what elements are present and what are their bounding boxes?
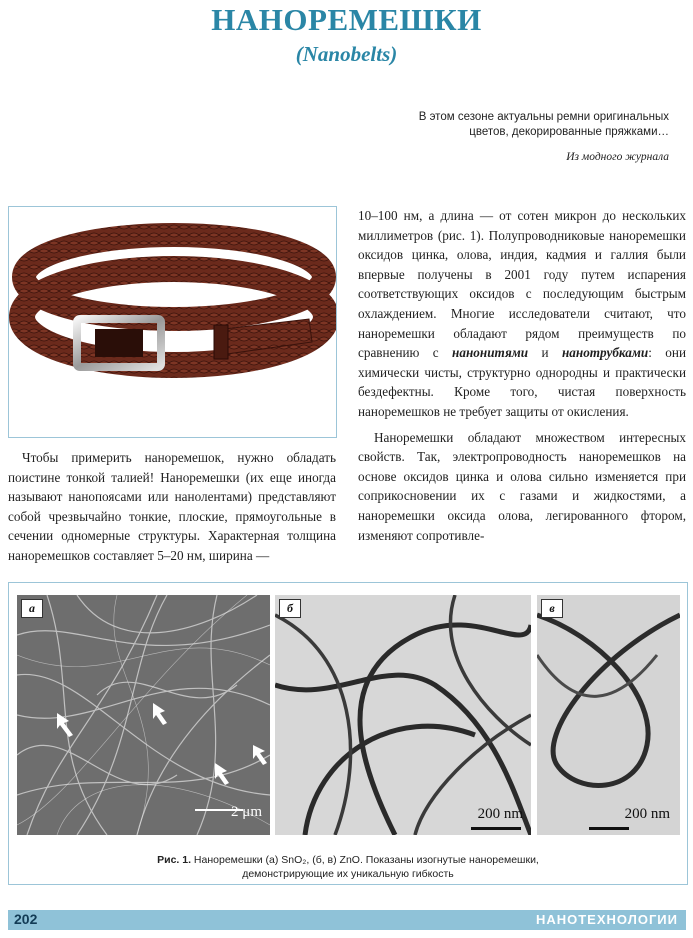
page-subtitle: (Nanobelts) bbox=[295, 42, 398, 66]
tem-image-b bbox=[275, 595, 531, 835]
paragraph bbox=[358, 206, 686, 422]
epigraph bbox=[369, 110, 669, 140]
caption-line-2: демонстрирующие их уникальную гибкость bbox=[242, 868, 454, 880]
figure-caption bbox=[9, 853, 687, 881]
conjunction: и bbox=[541, 345, 549, 361]
micrograph-a bbox=[17, 595, 270, 835]
term-nanowires: нанонитями bbox=[452, 345, 529, 361]
panel-label-b: б bbox=[279, 599, 301, 618]
micrograph-c bbox=[537, 595, 680, 835]
epigraph-source: Из модного журнала bbox=[566, 151, 669, 163]
panel-label-c: в bbox=[541, 599, 563, 618]
paragraph: Чтобы примерить наноремешок, нужно обладать поистине тонкой талией! Наноремешки (их еще иногда называют нанопоясами или нанолентами) представляют собой чрезвычайно тонкие, плоские, прямоугольные в сечении одномерные структуры. Характерная толщина наноремешков составляет 5–20 нм, ширина — bbox=[8, 450, 336, 563]
term-nanotubes: нанотрубками bbox=[561, 345, 649, 361]
epigraph-line-2: цветов, декорированные пряжками… bbox=[469, 126, 669, 138]
scale-bar-a: 2 μm bbox=[231, 804, 262, 820]
figure-1 bbox=[8, 582, 688, 885]
journal-title: НАНОТЕХНОЛОГИИ bbox=[535, 912, 678, 927]
tem-image-c bbox=[537, 595, 680, 835]
page-footer bbox=[8, 910, 686, 930]
paragraph-text: 10–100 нм, а длина — от сотен микрон до нескольких миллиметров (рис. 1). Полупроводниковые наноремешки оксидов цинка, олова, индия, кадмия и галлия были впервые получены в 2001 году путем испарения соответствующих оксидов с последующим быстрым охлаждением. Многие исследователи считают, что наноремешки обладают рядом преимуществ по сравнению с bbox=[358, 208, 686, 361]
page-number: 202 bbox=[14, 911, 38, 927]
sem-image-a bbox=[17, 595, 270, 835]
micrograph-b bbox=[275, 595, 531, 835]
caption-label: Рис. 1. bbox=[157, 854, 192, 866]
page-title: НАНОРЕМЕШКИ bbox=[211, 2, 482, 37]
scale-bar-c: 200 nm bbox=[624, 806, 670, 822]
scale-bar-b: 200 nm bbox=[477, 806, 523, 822]
paragraph-text: : они химически чисты, структурно однородны и практически бездефектны. Кроме того, чистая поверхность наноремешков не требует защиты от окисления. bbox=[358, 345, 686, 419]
epigraph-line-1: В этом сезоне актуальны ремни оригинальных bbox=[418, 111, 669, 123]
panel-label-a: а bbox=[21, 599, 43, 618]
text-column-left bbox=[8, 448, 336, 566]
belt-illustration bbox=[9, 207, 336, 437]
belt-photo bbox=[8, 206, 337, 438]
text-column-right bbox=[358, 206, 686, 545]
paragraph: Наноремешки обладают множеством интересных свойств. Так, электропроводность наноремешков на основе оксидов цинка и олова сильно изменяется при соприкосновении их с газами и жидкостями, а наноремешки оксида олова, легированного фтором, изменяют сопротивле- bbox=[358, 429, 686, 543]
caption-text: Наноремешки (а) SnO₂, (б, в) ZnO. Показаны изогнутые наноремешки, bbox=[191, 854, 539, 866]
